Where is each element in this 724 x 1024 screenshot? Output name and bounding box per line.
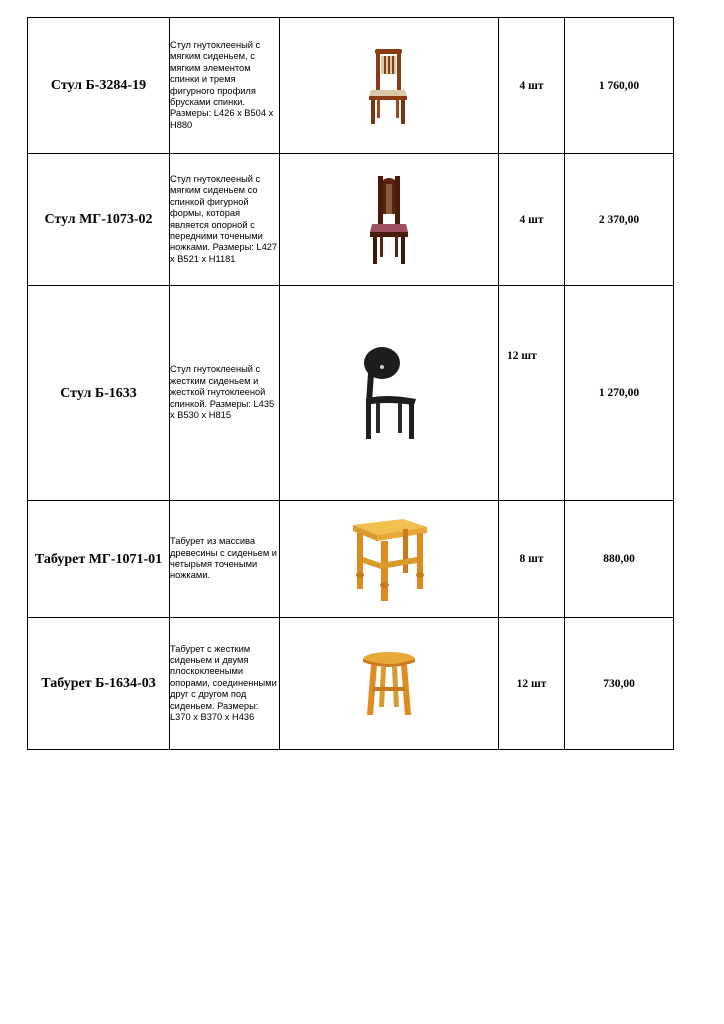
product-description: Табурет с жестким сиденьем и двумя плоскоклееными опорами, соединенными друг с другом под сиденьем. Размеры: L370 х B370 х H436 <box>170 618 280 750</box>
table-row <box>28 154 674 286</box>
product-price: 2 370,00 <box>565 154 674 286</box>
product-price: 1 270,00 <box>565 286 674 501</box>
product-image-cell <box>280 286 499 501</box>
table-row <box>28 501 674 618</box>
product-description: Табурет из массива древесины с сиденьем и четырьмя точеными ножками. <box>170 501 280 618</box>
upholstered-chair-image <box>359 46 419 126</box>
table-row <box>28 618 674 750</box>
product-quantity: 4 шт <box>499 18 565 154</box>
product-name: Стул Б-1633 <box>28 286 170 501</box>
product-image-cell <box>280 18 499 154</box>
product-price: 730,00 <box>565 618 674 750</box>
product-image-cell <box>280 501 499 618</box>
product-description: Стул гнутоклееный с жестким сиденьем и жесткой гнутоклееной спинкой. Размеры: L435 х B530 х H815 <box>170 286 280 501</box>
product-description: Стул гнутоклееный с мягким сиденьем со спинкой фигурной формы, которая является опорной с передними точеными ножками. Размеры: L427 х B521 х H1181 <box>170 154 280 286</box>
round-stool-image <box>359 649 419 719</box>
black-chair-image <box>354 343 424 443</box>
product-quantity: 12 шт <box>499 286 565 501</box>
high-back-chair-image <box>364 174 414 266</box>
product-quantity: 12 шт <box>499 618 565 750</box>
product-name: Стул МГ-1073-02 <box>28 154 170 286</box>
table-row <box>28 18 674 154</box>
product-image-cell <box>280 154 499 286</box>
table-row <box>28 286 674 501</box>
product-quantity: 8 шт <box>499 501 565 618</box>
product-table <box>27 17 674 750</box>
product-image-cell <box>280 618 499 750</box>
square-stool-image <box>347 515 431 603</box>
product-name: Стул Б-3284-19 <box>28 18 170 154</box>
product-name: Табурет Б-1634-03 <box>28 618 170 750</box>
product-quantity: 4 шт <box>499 154 565 286</box>
product-price: 1 760,00 <box>565 18 674 154</box>
product-description: Стул гнутоклееный с мягким сиденьем, с мягким элементом спинки и тремя фигурного профиля брусками спинки. Размеры: L426 х B504 х H880 <box>170 18 280 154</box>
product-name: Табурет МГ-1071-01 <box>28 501 170 618</box>
product-price: 880,00 <box>565 501 674 618</box>
